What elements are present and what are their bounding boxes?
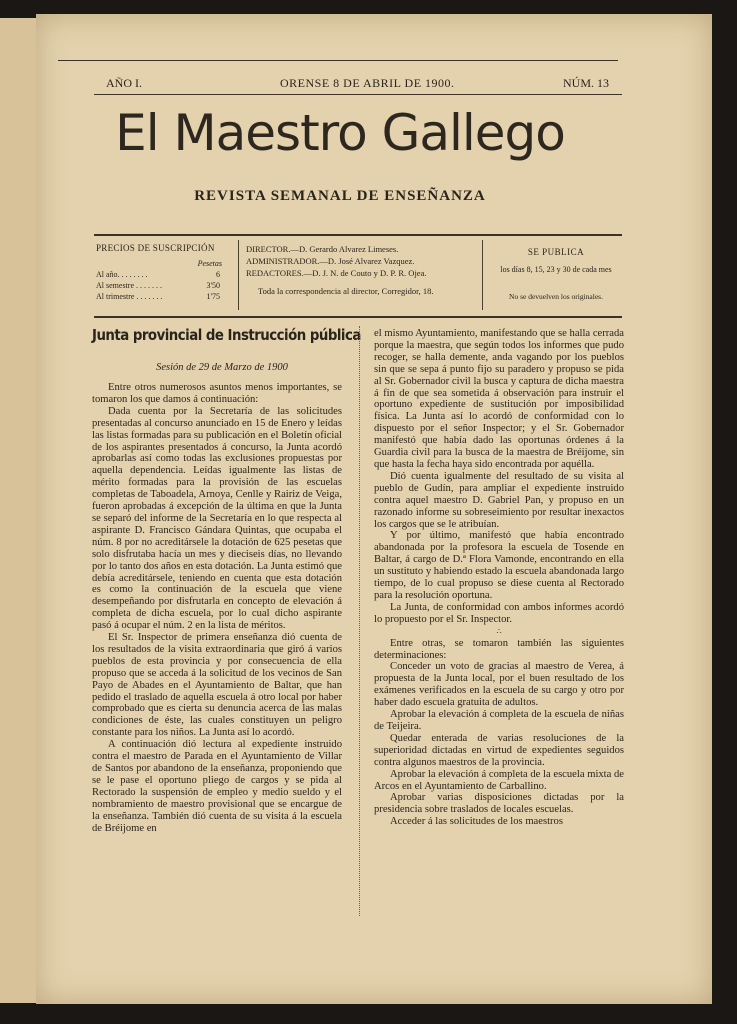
- staff-editors: REDACTORES.—D. J. N. de Couto y D. P. R. Ojea.: [246, 268, 427, 278]
- place-date: ORENSE 8 DE ABRIL DE 1900.: [280, 76, 455, 90]
- price-value-year: 6: [216, 270, 220, 279]
- right-column: [374, 328, 624, 828]
- publication-block: [488, 246, 624, 302]
- right-paragraph: Conceder un voto de gracias al maestro de Verea, á propuesta de la Junta local, por el buen resultado de los exámenes verificados en la escuela de su cargo y otro por haber dado escuela gratuita de adultos.: [374, 661, 624, 709]
- publication-note: No se devuelven los originales.: [509, 292, 603, 301]
- right-paragraph: Y por último, manifestó que había encontrado abandonada por la profesora la escuela de Tosende en Baltar, á cargo de D.ª Flora Vamonde, encontrando en ella un sustituto y habiendo estado la escuela abandonada largo tiempo, de lo cual propuso se diese cuenta al Rectorado para la resolución oportuna.: [374, 530, 624, 601]
- masthead-title: El Maestro Gallego: [115, 104, 565, 162]
- info-divider-right: [482, 240, 483, 310]
- article-title: Junta provincial de Instrucción pública: [92, 326, 361, 344]
- prices-block: [96, 242, 236, 302]
- header-rule: [94, 94, 622, 95]
- right-paragraph: La Junta, de conformidad con ambos informes acordó lo propuesto por el Sr. Inspector.: [374, 601, 624, 625]
- info-box-bottom-rule: [94, 316, 622, 318]
- price-value-trimester: 1'75: [206, 292, 220, 301]
- right-paragraph: Entre otras, se tomaron también las siguientes determinaciones:: [374, 637, 624, 661]
- price-value-semester: 3'50: [206, 281, 220, 290]
- staff-administrator: ADMINISTRADOR.—D. José Alvarez Vazquez.: [246, 256, 415, 266]
- left-paragraph: El Sr. Inspector de primera enseñanza dió cuenta de los resultados de la visita extraordinaria que giró á varios pueblos de esta provincia y por consecuencia de ella propuso que se acceda á la solicitud de los vecinos de San Payo de Abades en el Ayuntamiento de Baltar, que han pedido el traslado de aquella escuela á otro local por haber comprobado que es cierta su denuncia acerca de las malas condiciones de éste, las cuales constituyen un peligro constante para los niños. La Junta así lo acordó.: [92, 632, 342, 739]
- right-paragraph: Acceder á las solicitudes de los maestros: [390, 816, 563, 828]
- right-paragraph: Aprobar la elevación á completa de la escuela de niñas de Teijeira.: [374, 709, 624, 732]
- adjacent-page-edge: [0, 18, 37, 1003]
- info-divider-left: [238, 240, 239, 310]
- staff-correspondence: Toda la correspondencia al director, Corregidor, 18.: [258, 286, 434, 296]
- session-date: Sesión de 29 de Marzo de 1900: [156, 362, 288, 373]
- prices-heading: PRECIOS DE SUSCRIPCIÓN: [96, 243, 215, 253]
- left-paragraph: Entre otros numerosos asuntos menos importantes, se tomaron los que damos á continuación:: [92, 382, 342, 405]
- column-divider: [359, 326, 360, 916]
- left-paragraph: Dada cuenta por la Secretaría de las solicitudes presentadas al concurso anunciado en 15 de Enero y leídas las listas formadas para su publicación en el Boletín oficial de los aspirantes presentados á concurso, la Junta acordó aprobarlas así como todas las exclusiones propuestas por aquella dependencia. Leídas igualmente las listas de mérito formadas para la provisión de las escuelas completas de Taboadela, Arnoya, Cenlle y Rairiz de Veiga, fueron aprobadas á excepción de la última en que la Junta se separó del informe de la Secretaría en lo que respecta al aspirante D. Francisco Gándara Quintas, que ocupaba el núm. 8 por no acreditársele la dotación de 625 pesetas que solo disfrutaba hacía un mes y dieciseis días, no llevando por lo tanto dos años en esta dotación. La Junta estimó que debía acreditársele, teniendo en cuenta que esta dotación es como la continuación de la escuela que viene desempeñando por disfrutarla en concepto de elevación á completa de dicha escuela, por lo cual dicho aspirante pasó á ocupar el núm. 2 en la lista de méritos.: [92, 405, 342, 632]
- right-paragraph: Aprobar la elevación á completa de la escuela mixta de Arcos en el Ayuntamiento de Carballino.: [374, 768, 624, 792]
- right-paragraph: Aprobar varias disposiciones dictadas por la presidencia sobre traslados de locales escuelas.: [374, 792, 624, 816]
- year-label: AÑO I.: [106, 76, 142, 90]
- left-column: [92, 382, 342, 834]
- staff-block: [246, 243, 478, 297]
- ornament-divider: ∴: [496, 626, 502, 636]
- staff-director: DIRECTOR.—D. Gerardo Alvarez Limeses.: [246, 244, 399, 254]
- publication-heading: SE PUBLICA: [527, 247, 585, 257]
- price-label-trimester: Al trimestre . . . . . . .: [96, 292, 163, 301]
- info-box-top-rule: [94, 234, 622, 236]
- prices-currency: Pesetas: [197, 259, 222, 268]
- left-paragraph: A continuación dió lectura al expediente instruido contra el maestro de Parada en el Ayuntamiento de Villar de Santos por abandono de la enseñanza, proponiendo que se le pase el oportuno pliego de cargos y se pida al Rectorado la suspensión de empleo y medio sueldo y el nombramiento de maestro provisional que se encargue de la enseñanza. También dió cuenta de su visita á la escuela de Bréijome en: [92, 739, 342, 834]
- right-paragraph: Dió cuenta igualmente del resultado de su visita al pueblo de Gudín, para ampliar el expediente instruido contra aquel maestro D. Gabriel Pan, y propuso en un razonado informe su sobreseimiento por resultar inexactos los cargos que se le atribuían.: [374, 470, 624, 530]
- top-rule: [58, 60, 618, 61]
- price-label-semester: Al semestre . . . . . . .: [96, 281, 162, 290]
- issue-number: NÚM. 13: [563, 76, 610, 90]
- right-paragraph: el mismo Ayuntamiento, manifestando que se halla cerrada porque la maestra, que según todos los informes que pudo recoger, se halla demente, anda vagando por los pueblos sin que se sepa á punto fijo su paradero y propuso se pida al Sr. Gobernador civil la busca y captura de dicha maestra á fin de que sea sometida á observación para instruir el oportuno expediente de sustitución por imposibilidad física. La Junta así lo acordó de conformidad con lo dispuesto por el señor Inspector; y el Sr. Gobernador manifestó que había dado las oportunas órdenes á la Guardia civil para la busca de la maestra de Bréijome, sin que hasta la fecha haya sido encontrada por aquélla.: [374, 328, 624, 470]
- price-label-year: Al año. . . . . . . .: [96, 270, 148, 279]
- masthead-subtitle: REVISTA SEMANAL DE ENSEÑANZA: [194, 188, 486, 204]
- publication-days: los días 8, 15, 23 y 30 de cada mes: [500, 265, 612, 274]
- right-paragraph: Quedar enterada de varias resoluciones de la superioridad dictadas en virtud de expedientes seguidos contra algunos maestros de la provincia.: [374, 732, 624, 768]
